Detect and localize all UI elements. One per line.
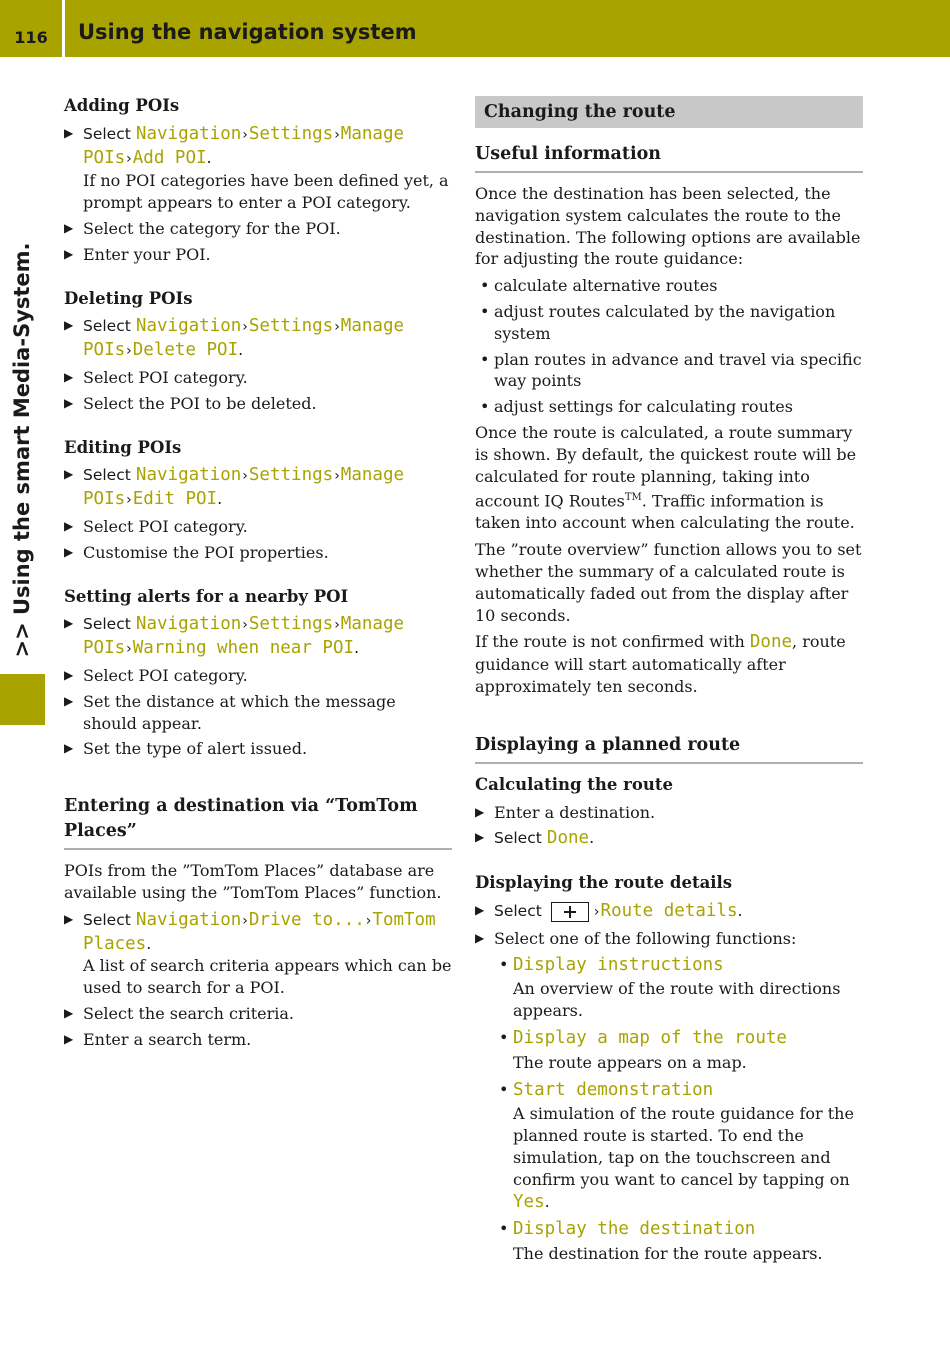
route-details-heading: Displaying the route details	[475, 873, 733, 893]
step: ▶ Enter your POI.	[64, 244, 452, 266]
calculating-route-heading: Calculating the route	[475, 774, 673, 794]
item-description: The route appears on a map.	[513, 1052, 747, 1072]
chevron-right-icon: ›	[334, 319, 340, 336]
description-text: A simulation of the route guidance for the planned route is started. To end the simulation, tap on the touchscreen and confirm you want to cancel by tapping on	[513, 1104, 854, 1189]
header-divider	[62, 0, 65, 57]
chevron-right-icon: ›	[334, 617, 340, 634]
menu-key-yes[interactable]: Yes	[513, 1191, 545, 1212]
menu-key-manage-pois[interactable]: Manage POIs	[83, 465, 405, 510]
select-word: Select	[494, 902, 542, 921]
menu-key-settings[interactable]: Settings	[248, 614, 334, 635]
left-column	[64, 95, 452, 1055]
page-title: Using the navigation system	[78, 20, 417, 44]
step: ▶ Enter a search term.	[64, 1029, 452, 1051]
menu-key-edit-poi[interactable]: Edit POI	[132, 489, 218, 510]
chevron-right-icon: ›	[126, 641, 132, 658]
chevron-right-icon: ›	[593, 904, 600, 921]
step-end: .	[206, 147, 212, 167]
select-word: Select	[494, 829, 542, 848]
menu-key-delete-poi[interactable]: Delete POI	[132, 340, 239, 361]
step-end: .	[238, 340, 244, 360]
step: ▶ Set the type of alert issued.	[64, 738, 452, 760]
chevron-right-icon: ›	[242, 912, 248, 929]
list-item: • calculate alternative routes	[475, 275, 863, 297]
paragraph: Once the destination has been selected, the navigation system calculates the route to the destination. The following options are available for adjusting the route guidance:	[475, 184, 861, 269]
menu-key-done[interactable]: Done	[749, 632, 793, 653]
menu-key-drive-to[interactable]: Drive to...	[248, 909, 365, 930]
select-word: Select	[83, 124, 131, 143]
chevron-right-icon: ›	[126, 343, 132, 360]
paragraph	[475, 631, 863, 697]
adding-pois-heading: Adding POIs	[64, 96, 180, 115]
step	[475, 900, 863, 924]
description-end: .	[544, 1191, 550, 1211]
paragraph	[475, 422, 863, 534]
chevron-right-icon: ›	[242, 617, 248, 634]
menu-key-add-poi[interactable]: Add POI	[132, 147, 207, 168]
menu-key-navigation[interactable]: Navigation	[135, 465, 242, 486]
trademark: TM	[624, 492, 642, 504]
paragraph-text: . Traffic information is taken into account when calculating the route.	[475, 491, 855, 533]
menu-key-navigation[interactable]: Navigation	[135, 614, 242, 635]
menu-key-navigation[interactable]: Navigation	[135, 909, 242, 930]
step: ▶ Select the search criteria.	[64, 1003, 452, 1025]
item-description	[475, 1103, 863, 1213]
list-item	[475, 1218, 863, 1241]
chevron-right-icon: ›	[334, 468, 340, 485]
step: ▶ Select POI category.	[64, 367, 452, 389]
step: ▶ Select the POI to be deleted.	[64, 393, 452, 415]
useful-info-heading: Useful information	[475, 142, 863, 173]
menu-key-route-details[interactable]: Route details	[600, 901, 738, 922]
list-item: • adjust routes calculated by the navigation system	[475, 301, 863, 345]
step: ▶ Set the distance at which the message should appear.	[64, 691, 452, 735]
menu-key-navigation[interactable]: Navigation	[135, 316, 242, 337]
menu-key-warning-near-poi[interactable]: Warning when near POI	[132, 638, 355, 659]
step: ▶ Enter a destination.	[475, 802, 863, 824]
chevron-right-icon: ›	[126, 150, 132, 167]
list-item: • adjust settings for calculating routes	[475, 396, 863, 418]
item-description: An overview of the route with directions appears.	[513, 979, 841, 1021]
menu-key-done[interactable]: Done	[546, 828, 590, 849]
list-item	[475, 1027, 863, 1050]
menu-key-settings[interactable]: Settings	[248, 316, 334, 337]
step: ▶ Select POI category.	[64, 665, 452, 687]
step-end: .	[354, 638, 360, 658]
menu-key-manage-pois[interactable]: Manage POIs	[83, 123, 405, 168]
step: ▶ Select one of the following functions:	[475, 928, 863, 950]
planned-route-heading: Displaying a planned route	[475, 733, 863, 764]
chevron-right-icon: ›	[126, 492, 132, 509]
step-end: .	[589, 828, 595, 848]
chevron-right-icon: ›	[334, 126, 340, 143]
menu-key-manage-pois[interactable]: Manage POIs	[83, 316, 405, 361]
editing-pois-heading: Editing POIs	[64, 437, 182, 457]
side-chapter-label: >> Using the smart Media-System.	[10, 242, 34, 658]
page-header	[0, 0, 950, 57]
tomtom-intro: POIs from the ”TomTom Places” database are available using the ”TomTom Places” function.	[64, 861, 442, 902]
select-word: Select	[83, 615, 131, 634]
menu-key-tomtom-places[interactable]: TomTom Places	[83, 909, 436, 954]
list-item	[475, 1079, 863, 1102]
step	[475, 827, 863, 850]
menu-key-settings[interactable]: Settings	[248, 123, 334, 144]
deleting-pois-heading: Deleting POIs	[64, 288, 193, 308]
paragraph-text: , route guidance will start automatically after approximately ten seconds.	[475, 632, 846, 697]
menu-key-settings[interactable]: Settings	[248, 465, 334, 486]
chevron-right-icon: ›	[242, 319, 248, 336]
chevron-right-icon: ›	[242, 468, 248, 485]
item-description: The destination for the route appears.	[513, 1244, 823, 1264]
menu-key-navigation[interactable]: Navigation	[135, 123, 242, 144]
side-tab-marker	[0, 674, 45, 725]
plus-key-icon[interactable]	[551, 902, 589, 922]
tomtom-places-heading: Entering a destination via “TomTom Places”	[64, 794, 452, 850]
paragraph: The ”route overview” function allows you to set whether the summary of a calculated route is automatically faded out from the display after 10 seconds.	[475, 540, 862, 625]
step-end: .	[217, 489, 223, 509]
step-end: .	[146, 933, 152, 953]
step: ▶ Select the category for the POI.	[64, 218, 452, 240]
chevron-right-icon: ›	[242, 126, 248, 143]
step: ▶ Select POI category.	[64, 516, 452, 538]
right-column	[475, 96, 863, 1270]
step	[64, 464, 452, 512]
chevron-right-icon: ›	[365, 912, 372, 929]
alerts-heading: Setting alerts for a nearby POI	[64, 586, 349, 606]
select-word: Select	[83, 910, 131, 929]
step-end: .	[737, 901, 743, 921]
menu-key-display-map[interactable]: Display a map of the route	[513, 1028, 787, 1049]
step-note: A list of search criteria appears which can be used to search for a POI.	[83, 956, 452, 998]
menu-key-start-demonstration[interactable]: Start demonstration	[513, 1079, 714, 1100]
list-item: • plan routes in advance and travel via specific way points	[475, 349, 863, 393]
select-word: Select	[83, 317, 131, 336]
list-item	[475, 954, 863, 977]
menu-key-display-instructions[interactable]: Display instructions	[513, 954, 724, 975]
menu-key-display-destination[interactable]: Display the destination	[513, 1219, 756, 1240]
step: ▶ Customise the POI properties.	[64, 542, 452, 564]
step	[64, 613, 452, 661]
step	[64, 123, 452, 214]
step-note: If no POI categories have been defined yet, a prompt appears to enter a POI category.	[83, 171, 449, 213]
page-number: 116	[14, 28, 48, 47]
select-word: Select	[83, 466, 131, 485]
step	[64, 315, 452, 363]
paragraph-text: Once the route is calculated, a route summary is shown. By default, the quickest route will be calculated for route planning, taking into account IQ Routes	[475, 422, 857, 511]
paragraph-text: If the route is not confirmed with	[475, 632, 750, 652]
changing-route-heading: Changing the route	[475, 96, 863, 128]
step	[64, 909, 452, 999]
menu-key-manage-pois[interactable]: Manage POIs	[83, 614, 405, 659]
